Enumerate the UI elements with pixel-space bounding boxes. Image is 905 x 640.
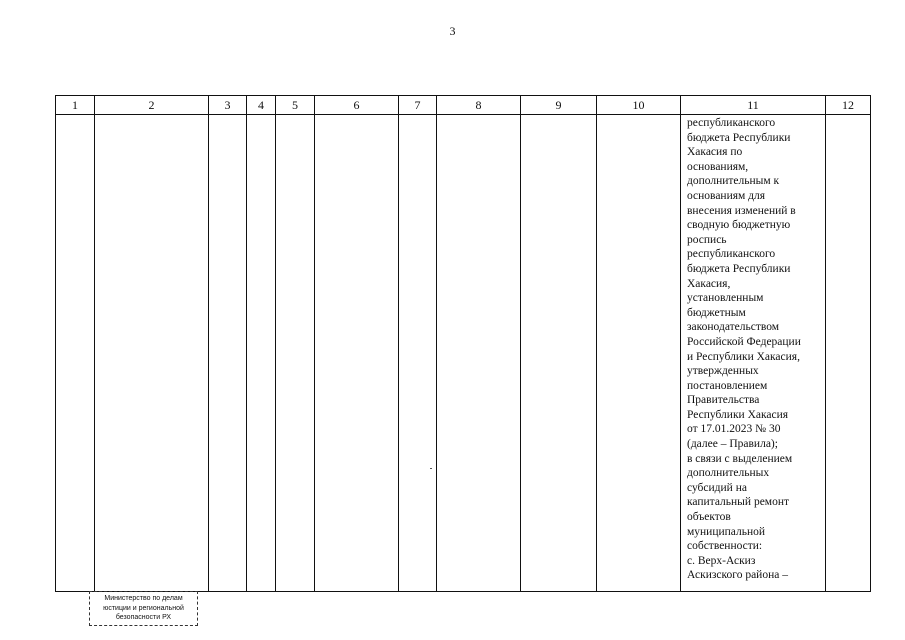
table-cell-col-8 bbox=[437, 115, 521, 592]
text-line: Хакасия по bbox=[687, 146, 743, 159]
text-line: капитальный ремонт bbox=[687, 496, 790, 509]
text-line: бюджета Республики bbox=[687, 131, 791, 144]
stamp-line: Министерство по делам bbox=[104, 595, 183, 602]
column-header-7: 7 bbox=[399, 96, 437, 115]
table-cell-col-5 bbox=[276, 115, 315, 592]
text-line: от 17.01.2023 № 30 bbox=[687, 423, 781, 436]
text-line: (далее – Правила); bbox=[687, 438, 778, 451]
scan-speck bbox=[430, 468, 432, 469]
table-cell-col-1 bbox=[56, 115, 95, 592]
text-line: субсидий на bbox=[687, 481, 747, 494]
table-cell-col-9 bbox=[521, 115, 597, 592]
text-line: дополнительным к bbox=[687, 175, 780, 188]
column-header-2: 2 bbox=[95, 96, 209, 115]
text-line: Правительства bbox=[687, 394, 760, 407]
text-line: Российской Федерации bbox=[687, 335, 801, 348]
table-row bbox=[56, 115, 871, 592]
table-cell-col-7 bbox=[399, 115, 437, 592]
column-header-9: 9 bbox=[521, 96, 597, 115]
stamp-line: юстиции и региональной bbox=[103, 604, 184, 612]
column-header-10: 10 bbox=[597, 96, 681, 115]
text-line: муниципальной bbox=[687, 525, 766, 538]
column-header-11: 11 bbox=[681, 96, 826, 115]
text-line: дополнительных bbox=[687, 467, 770, 480]
table-cell-col-11 bbox=[681, 115, 826, 592]
text-line: собственности: bbox=[687, 540, 763, 553]
text-line: роспись bbox=[687, 233, 727, 246]
text-line: республиканского bbox=[687, 248, 776, 261]
text-line: бюджетным bbox=[687, 306, 746, 319]
text-line: объектов bbox=[687, 511, 731, 524]
text-line: основаниям, bbox=[687, 160, 749, 173]
table-cell-col-3 bbox=[209, 115, 247, 592]
text-line: Аскизского района – bbox=[687, 569, 788, 582]
text-line: постановлением bbox=[687, 379, 768, 392]
text-line: с. Верх-Аскиз bbox=[687, 554, 756, 567]
header-row bbox=[56, 96, 871, 115]
text-line: и Республики Хакасия, bbox=[687, 350, 800, 363]
table-cell-col-2 bbox=[95, 115, 209, 592]
text-line: сводную бюджетную bbox=[687, 219, 791, 232]
page-number: 3 bbox=[449, 24, 456, 38]
text-line: утвержденных bbox=[687, 365, 759, 378]
column-header-12: 12 bbox=[826, 96, 871, 115]
column-header-8: 8 bbox=[437, 96, 521, 115]
table-cell-col-12 bbox=[826, 115, 871, 592]
ministry-stamp bbox=[89, 591, 198, 626]
table-cell-col-10 bbox=[597, 115, 681, 592]
text-line: Республики Хакасия bbox=[687, 408, 789, 421]
column-header-3: 3 bbox=[209, 96, 247, 115]
table-cell-col-4 bbox=[247, 115, 276, 592]
text-line: Хакасия, bbox=[687, 277, 731, 290]
text-line: республиканского bbox=[687, 117, 776, 129]
document-table bbox=[55, 95, 871, 592]
text-line: законодательством bbox=[687, 321, 780, 334]
text-line: бюджета Республики bbox=[687, 262, 791, 275]
text-line: в связи с выделением bbox=[687, 452, 793, 465]
column-header-1: 1 bbox=[56, 96, 95, 115]
column-11-text bbox=[681, 115, 825, 583]
table-cell-col-6 bbox=[315, 115, 399, 592]
column-header-4: 4 bbox=[247, 96, 276, 115]
text-line: внесения изменений в bbox=[687, 204, 796, 217]
stamp-line: безопасности РХ bbox=[115, 614, 172, 621]
text-line: основаниям для bbox=[687, 189, 766, 202]
text-line: установленным bbox=[687, 292, 764, 305]
column-header-6: 6 bbox=[315, 96, 399, 115]
column-header-5: 5 bbox=[276, 96, 315, 115]
